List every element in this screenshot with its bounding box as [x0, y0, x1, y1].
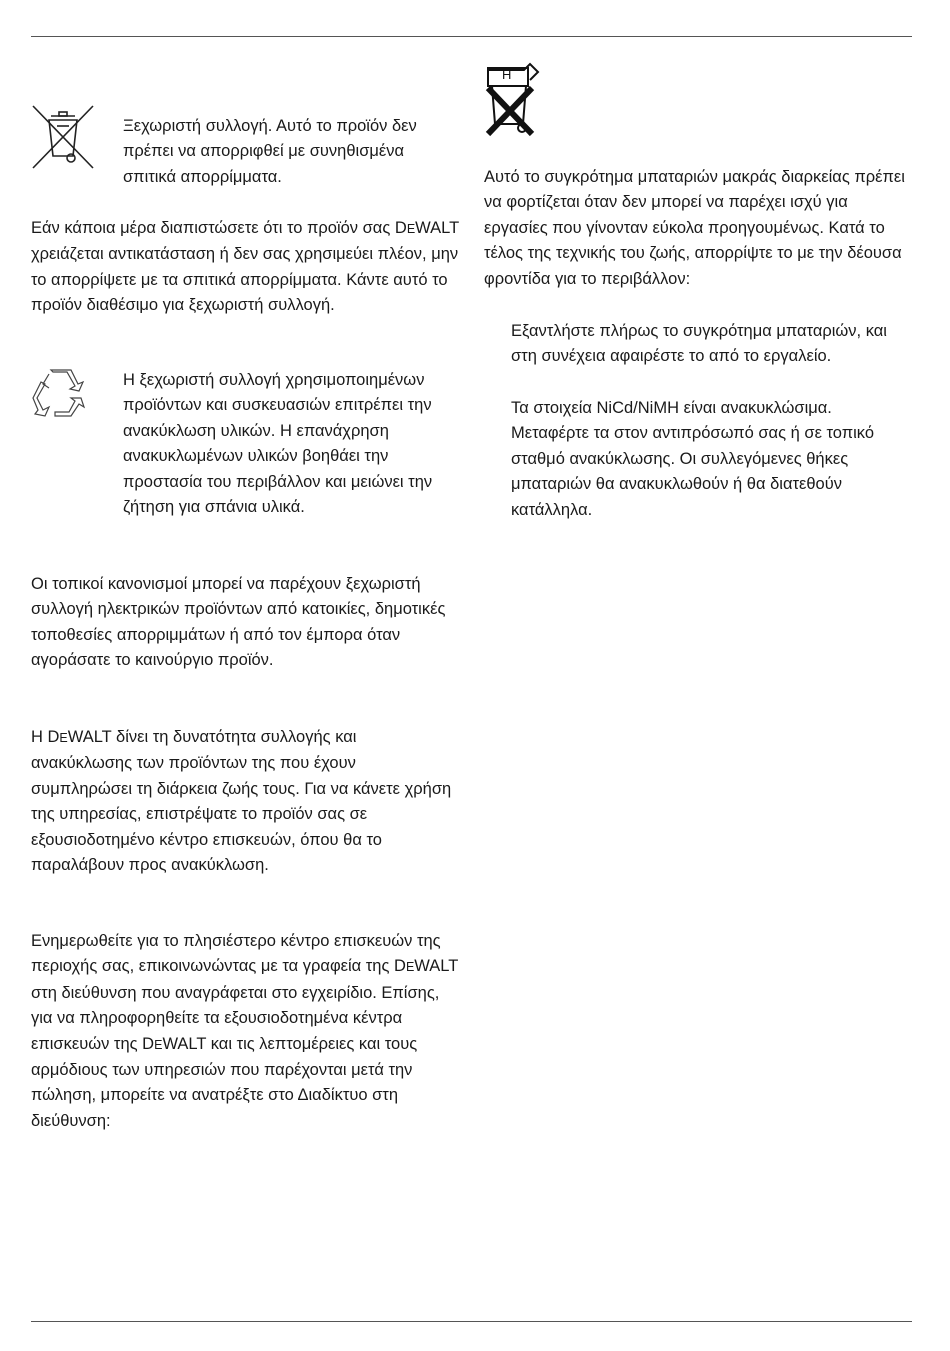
separate-collection-text: Ξεχωριστή συλλογή. Αυτό το προϊόν δεν πρέπει να απορριφθεί με συνηθισμένα σπιτικά απορρίμματα. — [123, 117, 417, 186]
bullet-item: Εξαντλήστε πλήρως το συγκρότημα μπαταριών, και στη συνέχεια αφαιρέστε το από το εργαλείο. — [511, 322, 887, 366]
battery-paragraph: Αυτό το συγκρότημα μπαταριών μακράς διαρκείας πρέπει να φορτίζεται όταν δεν μπορεί να παρέχει ισχύ για εργασίες που γίνονταν εύκολα προηγουμένως. Κατά το τέλος της τεχνικής του ζωής, απορρίψτε το με την δέουσα φροντίδα για το περιβάλλον: — [484, 168, 905, 288]
replace-paragraph: Εάν κάποια μέρα διαπιστώσετε ότι το προϊόν σας DEWALT χρειάζεται αντικατάσταση ή δεν σας χρησιμεύει πλέον, μην το απορρίψετε με τα σπιτικά απορρίμματα. Κάντε αυτό το προϊόν διαθέσιμο για ξεχωριστή συλλογή. — [31, 219, 459, 315]
recycling-icon — [31, 366, 89, 420]
bullet-item: Τα στοιχεία NiCd/NiMH είναι ανακυκλώσιμα. Μεταφέρτε τα στον αντιπρόσωπό σας ή σε τοπικό σταθμό ανακύκλωσης. Οι συλλεγόμενες θήκες μπαταριών θα ανακυκλωθούν ή θα διατεθούν κατάλληλα. — [511, 399, 875, 519]
local-regulations-paragraph: Οι τοπικοί κανονισμοί μπορεί να παρέχουν ξεχωριστή συλλογή ηλεκτρικών προϊόντων από κατοικίες, δημοτικές τοποθεσίες απορριμμάτων ή από τον έμπορα όταν αγοράσατε το καινούργιο προϊόν. — [31, 575, 446, 670]
bottom-rule — [31, 1321, 912, 1322]
battery-icon-letter: H — [502, 67, 512, 82]
top-rule — [31, 36, 912, 37]
service-centre-paragraph: Ενημερωθείτε για το πλησιέστερο κέντρο επισκευών της περιοχής σας, επικοινωνώντας με τα γραφεία της DEWALT στη διεύθυνση που αναγράφεται στο εγχειρίδιο. Επίσης, για να πληροφορηθείτε τα εξουσιοδοτημένα κέντρα επισκευών της DEWALT και τις λεπτομέρειες και τους αρμόδιους των υπηρεσιών που παρέχονται μετά την πώληση, μπορείτε να ανατρέξτε στο Διαδίκτυο στη διεύθυνση: — [31, 932, 458, 1130]
recycle-text: Η ξεχωριστή συλλογή χρησιμοποιημένων προϊόντων και συσκευασιών επιτρέπει την ανακύκλωση υλικών. Η επανάχρηση ανακυκλωμένων υλικών βοηθάει την προστασία του περιβάλλον και μειώνει την ζήτηση για σπάνια υλικά. — [123, 371, 433, 517]
crossed-out-bin-icon — [31, 104, 95, 170]
crossed-out-battery-bin-icon — [484, 58, 542, 138]
dewalt-collection-paragraph: Η DEWALT δίνει τη δυνατότητα συλλογής και ανακύκλωσης των προϊόντων της που έχουν συμπληρώσει τη διάρκεια ζωής τους. Για να κάνετε χρήση της υπηρεσίας, επιστρέψατε το προϊόν σας σε εξουσιοδοτημένο κέντρο επισκευών, όπου θα το παραλάβουν προς ανακύκλωση. — [31, 728, 452, 875]
